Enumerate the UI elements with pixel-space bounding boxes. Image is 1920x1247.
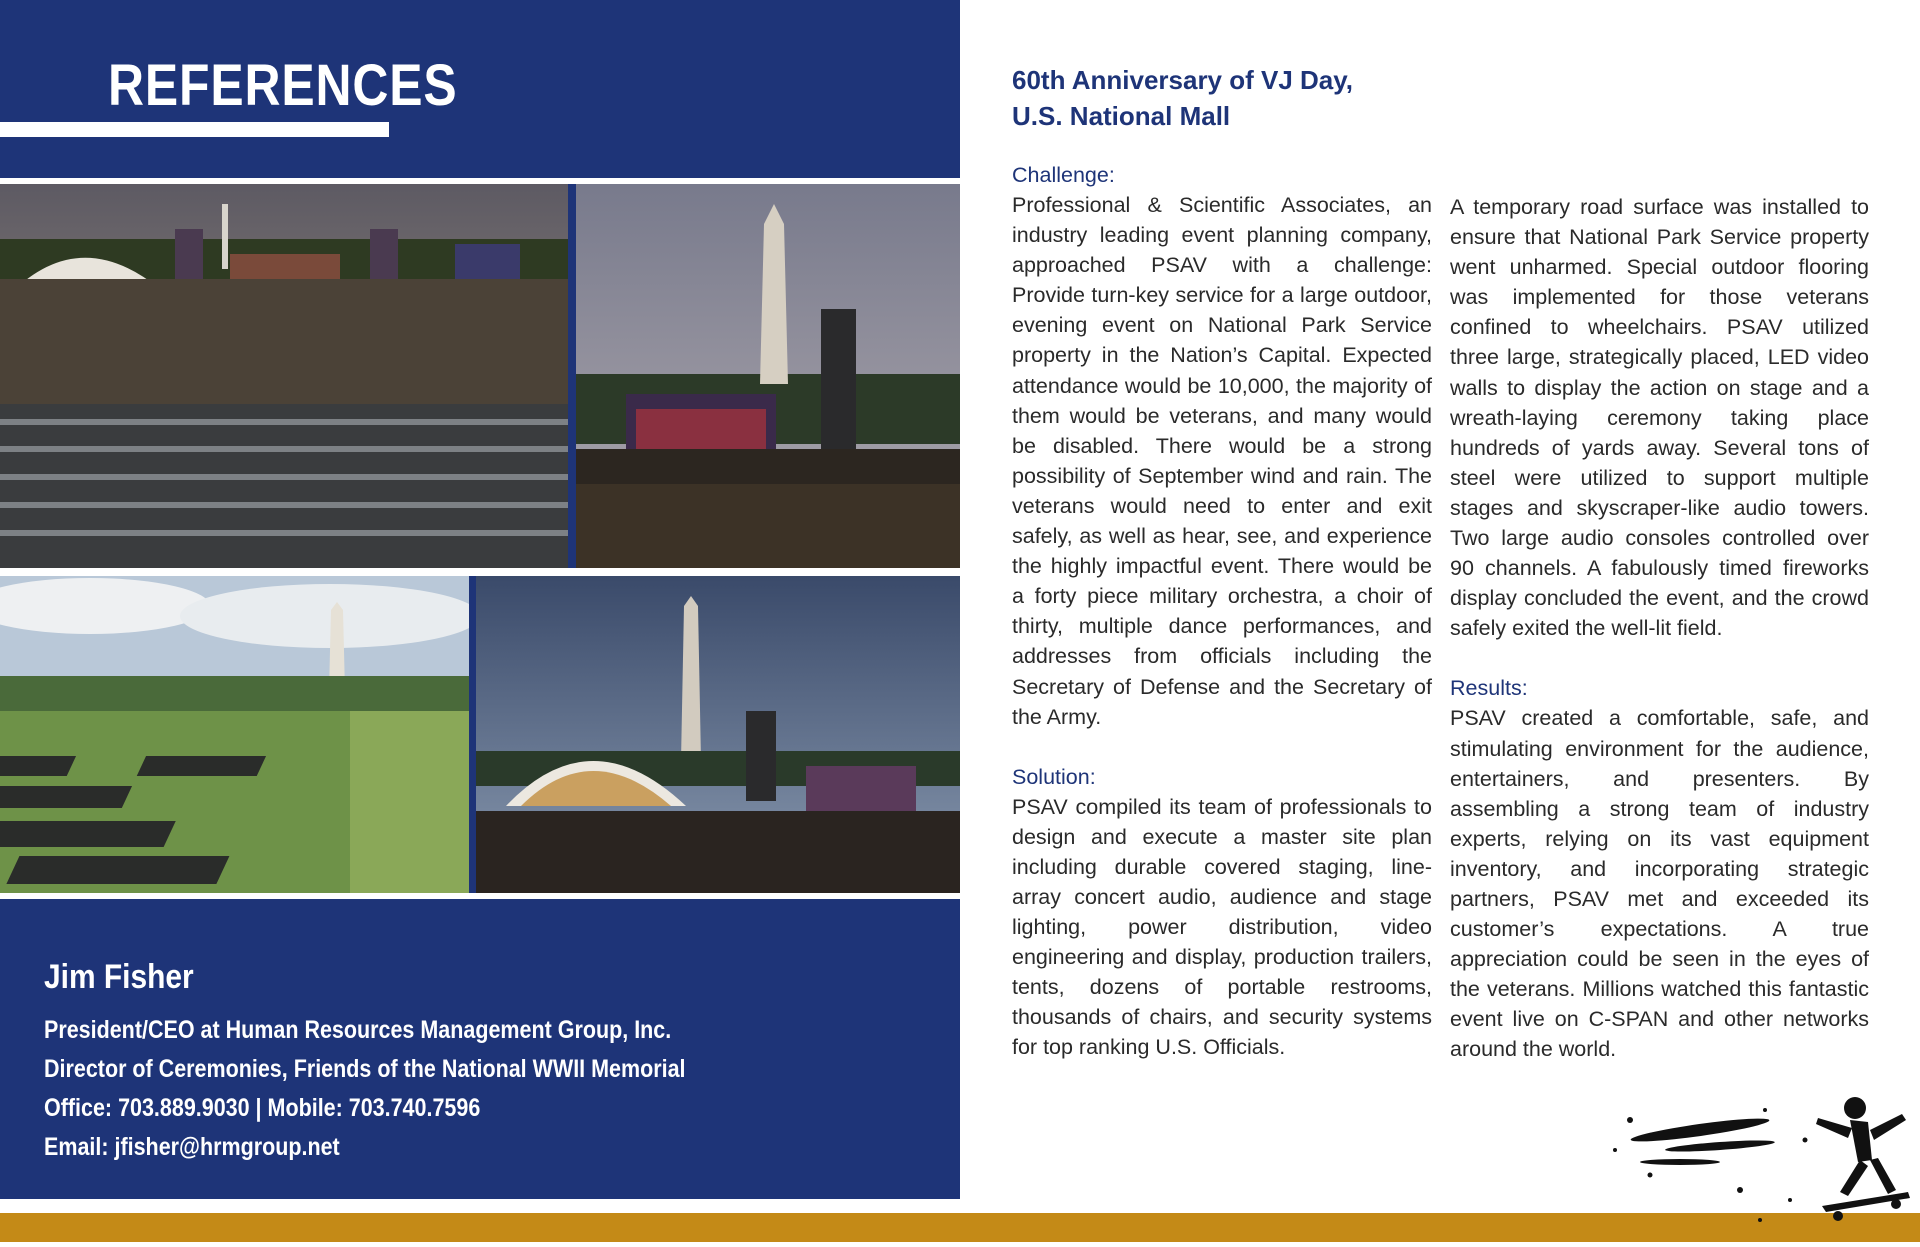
contact-name: Jim Fisher	[44, 958, 194, 996]
photo-divider-bottom	[0, 893, 960, 899]
article-column-right	[1450, 192, 1869, 1065]
solution-label: Solution:	[1012, 764, 1096, 789]
article-column-left	[1012, 160, 1432, 1063]
results-text: PSAV created a comfortable, safe, and stimulating environment for the audience, entertainers, and presenters. By assembling a strong team of industry experts, relying on its vast equipment inventory, and incorporating strategic partners, PSAV met and exceeded its customer’s expectations. A true appreciation could be seen in the eyes of the veterans. Millions watched this fantastic event live on C-SPAN and other networks around the world.	[1450, 706, 1869, 1062]
article-title-line1: 60th Anniversary of VJ Day,	[1012, 65, 1354, 95]
photo-audio-console	[0, 184, 568, 568]
photo-shell-stage	[476, 576, 960, 893]
challenge-text: Professional & Scientific Associates, an industry leading event planning company, approached PSAV with a challenge: Provide turn-key service for a large outdoor, evening event on National Park Service property in the Nation’s Capital. Expected attendance would be 10,000, the majority of them would be veterans, and many would be disabled. There would be a strong possibility of September wind and rain. The veterans would need to enter and exit safely, as well as hear, see, and experience the highly impactful event. There would be a forty piece military orchestra, a choir of thirty, multiple dance performances, and addresses from officials including the Secretary of Defense and the Secretary of the Army.	[1012, 193, 1432, 729]
contact-title: President/CEO at Human Resources Management Group, Inc.	[44, 1016, 672, 1044]
left-panel	[0, 0, 960, 1199]
article-title-line2: U.S. National Mall	[1012, 101, 1231, 131]
photo-aerial-lawn	[0, 576, 469, 893]
page-title: REFERENCES	[108, 53, 458, 118]
results-label: Results:	[1450, 676, 1528, 701]
solution-text: PSAV compiled its team of professionals to design and execute a master site plan including durable covered staging, line-array concert audio, audience and stage lighting, power distribution, video engineering and display, production trailers, tents, dozens of portable restrooms, thousands of chairs, and security systems for top ranking U.S. Officials.	[1012, 794, 1432, 1060]
challenge-label: Challenge:	[1012, 163, 1115, 187]
photo-divider-middle	[0, 568, 960, 576]
solution-continued-text: A temporary road surface was installed to ensure that National Park Service property went unharmed. Special outdoor flooring was implemented for those veterans confined to wheelchairs. PSAV utilized three large, strategically placed, LED video walls to display the action on stage and a wreath-laying ceremony taking place hundreds of yards away. Several tons of steel were utilized to support multiple stages and skyscraper-like audio towers. Two large audio consoles controlled over 90 channels. A fabulously timed fireworks display concluded the event, and the crowd safely exited the well-lit field.	[1450, 195, 1869, 641]
contact-role: Director of Ceremonies, Friends of the National WWII Memorial	[44, 1055, 686, 1083]
skateboarder-splash-icon	[1590, 1080, 1920, 1242]
contact-phones: Office: 703.889.9030 | Mobile: 703.740.7596	[44, 1094, 481, 1122]
title-underline	[0, 122, 389, 137]
contact-block	[44, 958, 790, 1167]
article-title	[1012, 62, 1353, 134]
photo-monument-stage	[576, 184, 960, 568]
contact-email: Email: jfisher@hrmgroup.net	[44, 1133, 340, 1161]
